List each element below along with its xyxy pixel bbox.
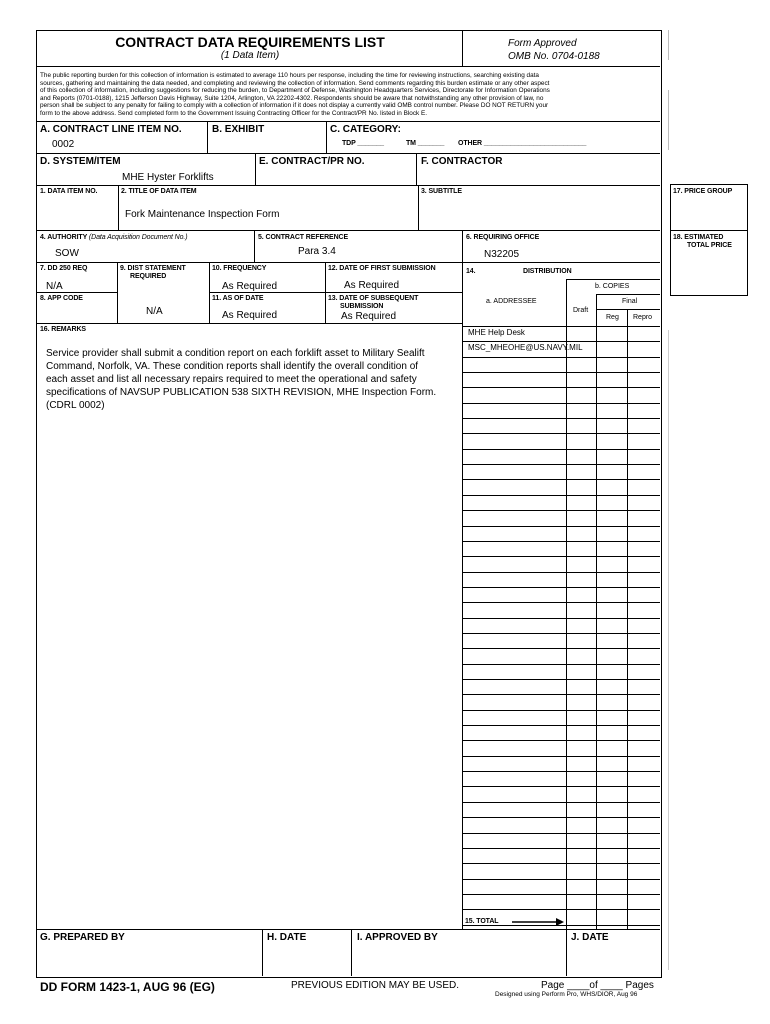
prepared-by-input[interactable] — [42, 952, 257, 963]
item-4-label — [40, 234, 187, 241]
block-d-label: D. SYSTEM/ITEM — [40, 156, 121, 167]
distribution-row[interactable] — [462, 602, 660, 617]
side-rule — [668, 330, 669, 970]
addressee-input[interactable] — [468, 512, 602, 521]
block-e-label: E. CONTRACT/PR NO. — [259, 156, 365, 167]
addressee-input[interactable] — [468, 451, 602, 460]
repro-label: Repro — [633, 314, 653, 321]
subtitle-input[interactable] — [421, 206, 655, 217]
distribution-row[interactable] — [462, 648, 660, 663]
distribution-row[interactable] — [462, 679, 660, 694]
distribution-row[interactable] — [462, 710, 660, 725]
item-4-label-italic: (Data Acquisition Document No.) — [88, 234, 188, 241]
addressee-input[interactable] — [468, 650, 602, 659]
addressee-input[interactable] — [468, 482, 602, 491]
row-line — [566, 279, 660, 280]
addressee-input[interactable] — [468, 789, 602, 798]
divider — [207, 121, 208, 153]
row-line — [37, 185, 660, 186]
approved-by-input[interactable] — [357, 952, 562, 963]
item-3-label: 3. SUBTITLE — [421, 188, 462, 195]
reg-label: Reg — [606, 314, 619, 321]
item-16-label: 16. REMARKS — [40, 326, 86, 333]
addressee-input[interactable] — [468, 635, 602, 644]
data-item-title-input[interactable] — [125, 209, 415, 220]
addressee-input[interactable] — [468, 666, 602, 675]
item-18-label-2: TOTAL PRICE — [687, 242, 732, 249]
item-12-label: 12. DATE OF FIRST SUBMISSION — [328, 265, 436, 272]
item-7-label: 7. DD 250 REQ — [40, 265, 88, 272]
distribution-row[interactable] — [462, 372, 660, 387]
app-code-input[interactable] — [46, 308, 114, 319]
divider — [117, 262, 118, 323]
form-subtitle: (1 Data Item) — [220, 50, 280, 61]
distribution-row[interactable] — [462, 817, 660, 832]
distribution-row[interactable] — [462, 664, 660, 679]
burden-line: and Reports (0701-0188), 1215 Jefferson Davis Highway, Suite 1204, Arlington, VA 22202-4302. Respondents should be aware that notwithstanding any other provision of law, no — [40, 94, 544, 102]
addressee-input[interactable] — [468, 497, 602, 506]
block-f-label: F. CONTRACTOR — [421, 156, 503, 167]
block-i-label: I. APPROVED BY — [357, 932, 438, 943]
distribution-row[interactable] — [462, 572, 660, 587]
addressee-input[interactable] — [468, 589, 602, 598]
addressee-input[interactable] — [468, 865, 602, 874]
distribution-row[interactable] — [462, 556, 660, 571]
final-label: Final — [622, 298, 638, 305]
side-rule — [668, 30, 669, 60]
divider — [118, 185, 119, 230]
requiring-office-input[interactable] — [484, 249, 654, 260]
item-2-label: 2. TITLE OF DATA ITEM — [121, 188, 197, 195]
contract-pr-input[interactable] — [259, 170, 409, 181]
addressee-input[interactable] — [468, 528, 602, 537]
item-9-label-1: 9. DIST STATEMENT — [120, 265, 186, 272]
distribution-title: DISTRIBUTION — [523, 268, 572, 275]
item-8-label: 8. APP CODE — [40, 295, 83, 302]
distribution-row[interactable] — [462, 433, 660, 448]
addressee-input[interactable] — [468, 420, 602, 429]
category-tdp[interactable]: TDP _______ — [342, 140, 384, 147]
addressee-input[interactable] — [468, 389, 602, 398]
exhibit-input[interactable] — [212, 139, 322, 150]
category-other[interactable]: OTHER ___________________________ — [458, 140, 587, 147]
addressee-input[interactable] — [468, 328, 602, 337]
item-15-label: 15. TOTAL — [465, 918, 499, 925]
dist-statement-input[interactable] — [146, 306, 206, 317]
approved-date-input[interactable] — [571, 952, 656, 963]
distribution-row[interactable] — [462, 541, 660, 556]
item-13-label-1: 13. DATE OF SUBSEQUENT — [328, 295, 419, 302]
burden-line: sources, gathering and maintaining the data needed, and completing and reviewing the collection of information. Send comments regarding this burden estimate or any other aspect — [40, 79, 550, 87]
addressee-label: a. ADDRESSEE — [486, 298, 537, 305]
addressee-input[interactable] — [468, 896, 602, 905]
distribution-row[interactable] — [462, 326, 660, 341]
distribution-row[interactable] — [462, 725, 660, 740]
divider — [462, 230, 463, 262]
addressee-input[interactable] — [468, 773, 602, 782]
distribution-row[interactable] — [462, 495, 660, 510]
data-item-no-input[interactable] — [40, 206, 115, 217]
item-11-label: 11. AS OF DATE — [212, 295, 264, 302]
burden-line: of this collection of information, including suggestions for reducing the burden, to Department of Defense, Washington Headquarters Services, Directorate for Information Operations — [40, 87, 550, 95]
remarks-textarea[interactable] — [46, 347, 458, 417]
item-13-label-2: SUBMISSION — [340, 303, 384, 310]
addressee-input[interactable] — [468, 574, 602, 583]
frequency-input[interactable] — [222, 281, 322, 292]
divider — [254, 230, 255, 262]
distribution-row[interactable] — [462, 341, 660, 356]
distribution-row[interactable] — [462, 480, 660, 495]
addressee-input[interactable] — [468, 758, 602, 767]
distribution-row[interactable] — [462, 787, 660, 802]
distribution-row[interactable] — [462, 464, 660, 479]
distribution-row[interactable] — [462, 510, 660, 525]
block-b-label: B. EXHIBIT — [212, 124, 265, 135]
row-line — [209, 292, 462, 293]
first-submission-input[interactable] — [344, 280, 454, 291]
designed-note: Designed using Perform Pro, WHS/DIOR, Aug 96 — [495, 991, 638, 998]
item-17-label: 17. PRICE GROUP — [673, 188, 733, 195]
system-item-input[interactable] — [122, 172, 252, 183]
divider — [418, 185, 419, 230]
distribution-row[interactable] — [462, 526, 660, 541]
row-line — [37, 153, 660, 154]
contractor-input[interactable] — [421, 170, 651, 181]
item-1-label: 1. DATA ITEM NO. — [40, 188, 98, 195]
item-5-label: 5. CONTRACT REFERENCE — [258, 234, 349, 241]
contract-line-item-input[interactable] — [52, 139, 202, 150]
distribution-row[interactable] — [462, 387, 660, 402]
draft-label: Draft — [573, 307, 589, 314]
distribution-row[interactable] — [462, 449, 660, 464]
addressee-input[interactable] — [468, 819, 602, 828]
divider — [416, 153, 417, 185]
distribution-row[interactable] — [462, 618, 660, 633]
block-g-label: G. PREPARED BY — [40, 932, 125, 943]
block-h-label: H. DATE — [267, 932, 307, 943]
burden-line: person shall be subject to any penalty for failing to comply with a collection of information if it does not display a currently valid OMB control number. Please DO NOT RETURN your — [40, 102, 549, 110]
previous-edition: PREVIOUS EDITION MAY BE USED. — [291, 980, 459, 991]
distribution-row[interactable] — [462, 879, 660, 894]
addressee-input[interactable] — [468, 374, 602, 383]
side-rule — [668, 90, 669, 150]
item-10-label: 10. FREQUENCY — [212, 265, 267, 272]
prepared-date-input[interactable] — [267, 952, 347, 963]
distribution-row[interactable] — [462, 833, 660, 848]
category-tm[interactable]: TM _______ — [406, 140, 445, 147]
distribution-row[interactable] — [462, 802, 660, 817]
authority-input[interactable] — [55, 248, 245, 259]
distribution-row[interactable] — [462, 863, 660, 878]
distribution-row[interactable] — [462, 848, 660, 863]
divider — [262, 929, 263, 976]
distribution-row[interactable] — [462, 633, 660, 648]
divider — [325, 262, 326, 323]
omb-number: OMB No. 0704-0188 — [508, 51, 600, 62]
contract-reference-input[interactable] — [298, 246, 448, 257]
row-line — [37, 323, 462, 324]
row-line — [37, 230, 660, 231]
dd250-input[interactable] — [46, 281, 114, 292]
addressee-input[interactable] — [468, 742, 602, 751]
arrow-right-icon — [512, 918, 564, 926]
item-18-label-1: 18. ESTIMATED — [673, 234, 724, 241]
subsequent-submission-input[interactable] — [341, 311, 451, 322]
item-4-label-text: 4. AUTHORITY — [40, 234, 88, 241]
addressee-input[interactable] — [468, 558, 602, 567]
form-id: DD FORM 1423-1, AUG 96 (EG) — [40, 980, 215, 994]
addressee-input[interactable] — [468, 727, 602, 736]
distribution-row[interactable] — [462, 771, 660, 786]
distribution-row[interactable] — [462, 357, 660, 372]
addressee-input[interactable] — [468, 712, 602, 721]
addressee-input[interactable] — [468, 850, 602, 859]
addressee-input[interactable] — [468, 804, 602, 813]
addressee-input[interactable] — [468, 466, 602, 475]
divider — [566, 929, 567, 976]
item-14-label: 14. — [466, 268, 476, 275]
distribution-row[interactable] — [462, 894, 660, 909]
row-line — [37, 262, 660, 263]
page-count: Page ____of ____ Pages — [541, 980, 654, 991]
addressee-input[interactable] — [468, 343, 602, 352]
distribution-row[interactable] — [462, 403, 660, 418]
form-approved: Form Approved — [508, 38, 577, 49]
addressee-input[interactable] — [468, 604, 602, 613]
row-line — [596, 294, 660, 295]
distribution-row[interactable] — [462, 756, 660, 771]
block-c-label: C. CATEGORY: — [330, 124, 401, 135]
addressee-input[interactable] — [468, 835, 602, 844]
item-6-label: 6. REQUIRING OFFICE — [466, 234, 540, 241]
burden-bottom-line — [37, 121, 660, 122]
addressee-input[interactable] — [468, 359, 602, 368]
distribution-row[interactable] — [462, 418, 660, 433]
distribution-row[interactable] — [462, 694, 660, 709]
block-j-label: J. DATE — [571, 932, 609, 943]
addressee-input[interactable] — [468, 435, 602, 444]
divider — [255, 153, 256, 185]
addressee-input[interactable] — [468, 620, 602, 629]
addressee-input[interactable] — [468, 405, 602, 414]
item-9-label-2: REQUIRED — [130, 273, 167, 280]
burden-line: form to the above address. Send completed form to the Government Issuing Contracting Officer for the Contract/PR No. listed in Block E. — [40, 109, 428, 117]
row-line — [37, 292, 117, 293]
row-line — [671, 230, 747, 231]
divider — [326, 121, 327, 153]
distribution-row[interactable] — [462, 587, 660, 602]
row-line — [596, 309, 660, 310]
addressee-input[interactable] — [468, 681, 602, 690]
addressee-input[interactable] — [468, 543, 602, 552]
addressee-input[interactable] — [468, 881, 602, 890]
burden-line: The public reporting burden for this collection of information is estimated to average 110 hours per response, including the time for reviewing instructions, searching existing data — [40, 72, 539, 79]
block-a-label: A. CONTRACT LINE ITEM NO. — [40, 124, 182, 135]
addressee-input[interactable] — [468, 696, 602, 705]
form-title: CONTRACT DATA REQUIREMENTS LIST — [115, 34, 385, 50]
header-divider — [462, 31, 463, 66]
copies-label: b. COPIES — [595, 283, 630, 290]
distribution-row[interactable] — [462, 740, 660, 755]
as-of-date-input[interactable] — [222, 310, 322, 321]
divider — [351, 929, 352, 976]
burden-statement — [40, 72, 658, 118]
header-bottom-line — [37, 66, 660, 67]
